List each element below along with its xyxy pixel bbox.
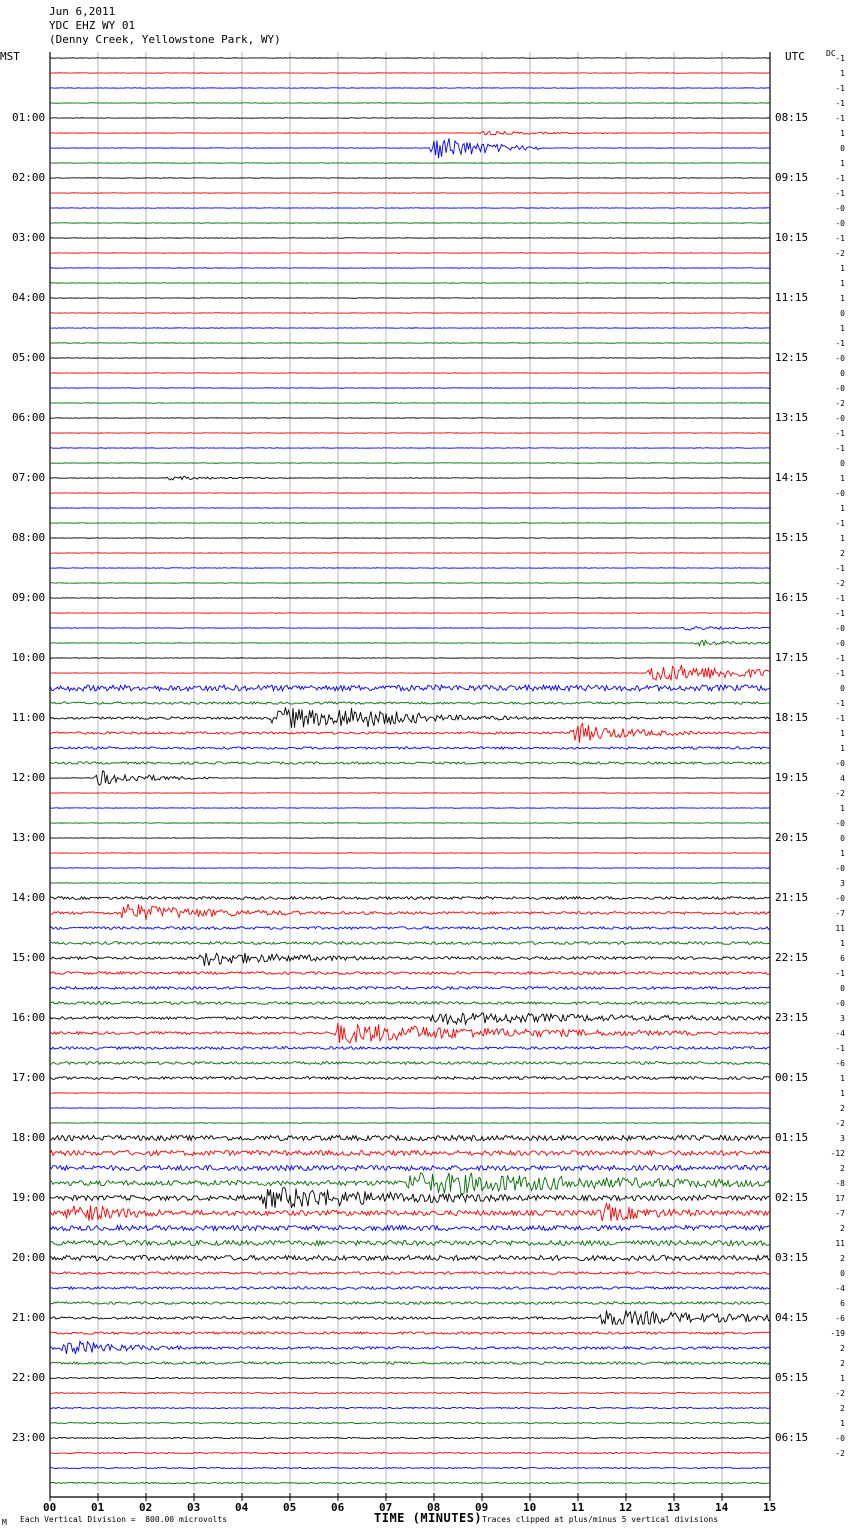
trace-row-86 [50, 1341, 770, 1354]
x-tick-label-12: 12 [619, 1501, 633, 1514]
trace-row-63 [50, 1002, 770, 1005]
mst-label-2000: 20:00 [12, 1251, 46, 1264]
utc-axis-title: UTC [785, 50, 805, 63]
dc-offset-row-65: -4 [835, 1029, 845, 1038]
mst-label-0800: 08:00 [12, 531, 46, 544]
trace-row-69 [50, 1093, 770, 1094]
trace-row-55 [50, 883, 770, 884]
x-tick-label-05: 05 [283, 1501, 297, 1514]
dc-offset-row-87: 2 [840, 1359, 845, 1368]
mst-label-1900: 19:00 [12, 1191, 46, 1204]
trace-row-79 [50, 1240, 770, 1245]
dc-offset-row-30: 1 [840, 504, 845, 513]
dc-offset-row-56: -0 [835, 894, 845, 903]
trace-row-12 [50, 238, 770, 239]
x-tick-label-15: 15 [763, 1501, 777, 1514]
dc-offset-row-76: 17 [835, 1194, 845, 1203]
trace-row-51 [50, 823, 770, 824]
dc-offset-row-84: -6 [835, 1314, 845, 1323]
trace-row-81 [50, 1272, 770, 1275]
trace-row-56 [50, 897, 770, 900]
trace-row-58 [50, 927, 770, 930]
mst-label-1500: 15:00 [12, 951, 46, 964]
trace-row-44 [50, 707, 770, 728]
utc-label-1415: 14:15 [775, 471, 809, 484]
dc-offset-row-81: 0 [840, 1269, 845, 1278]
utc-label-0015: 00:15 [775, 1071, 809, 1084]
trace-row-9 [50, 193, 770, 194]
chart-station: YDC EHZ WY 01 [49, 19, 136, 32]
clip-note: Traces clipped at plus/minus 5 vertical divisions [482, 1515, 719, 1524]
dc-offset-row-42: 0 [840, 684, 845, 693]
dc-offset-row-9: -1 [835, 189, 845, 198]
trace-row-19 [50, 343, 770, 344]
dc-offset-row-18: 1 [840, 324, 845, 333]
x-tick-label-00: 00 [43, 1501, 57, 1514]
x-tick-label-01: 01 [91, 1501, 105, 1514]
dc-offset-row-5: 1 [840, 129, 845, 138]
dc-offset-row-70: 2 [840, 1104, 845, 1113]
dc-offset-row-11: -0 [835, 219, 845, 228]
dc-offset-row-40: -1 [835, 654, 845, 663]
mst-label-1700: 17:00 [12, 1071, 46, 1084]
dc-offset-row-54: -0 [835, 864, 845, 873]
dc-offset-row-50: 1 [840, 804, 845, 813]
dc-offset-row-32: 1 [840, 534, 845, 543]
utc-label-2115: 21:15 [775, 891, 809, 904]
dc-offset-row-71: -2 [835, 1119, 845, 1128]
utc-label-1615: 16:15 [775, 591, 809, 604]
dc-offset-row-23: -2 [835, 399, 845, 408]
dc-offset-row-63: -0 [835, 999, 845, 1008]
dc-offset-row-25: -1 [835, 429, 845, 438]
dc-offset-row-86: 2 [840, 1344, 845, 1353]
trace-row-90 [50, 1407, 770, 1408]
trace-row-83 [50, 1302, 770, 1305]
trace-row-16 [50, 298, 770, 299]
dc-offset-row-39: -0 [835, 639, 845, 648]
x-tick-label-03: 03 [187, 1501, 201, 1514]
dc-offset-row-79: 11 [835, 1239, 845, 1248]
trace-row-1 [50, 73, 770, 74]
trace-row-33 [50, 553, 770, 554]
dc-offset-row-92: -0 [835, 1434, 845, 1443]
x-tick-label-11: 11 [571, 1501, 585, 1514]
trace-row-54 [50, 868, 770, 869]
dc-offset-row-31: -1 [835, 519, 845, 528]
trace-row-84 [50, 1310, 770, 1325]
dc-offset-row-1: 1 [840, 69, 845, 78]
trace-row-28 [50, 476, 770, 480]
dc-offset-row-45: 1 [840, 729, 845, 738]
trace-row-26 [50, 448, 770, 449]
x-tick-label-13: 13 [667, 1501, 681, 1514]
trace-row-67 [50, 1062, 770, 1065]
trace-row-50 [50, 808, 770, 809]
dc-offset-row-47: -0 [835, 759, 845, 768]
dc-offset-row-6: 0 [840, 144, 845, 153]
dc-offset-row-20: -0 [835, 354, 845, 363]
trace-row-76 [50, 1187, 770, 1209]
mst-label-1000: 10:00 [12, 651, 46, 664]
dc-offset-row-82: -4 [835, 1284, 845, 1293]
trace-row-22 [50, 388, 770, 389]
dc-offset-row-58: 11 [835, 924, 845, 933]
trace-row-0 [50, 58, 770, 59]
utc-label-0815: 08:15 [775, 111, 809, 124]
dc-offset-row-27: 0 [840, 459, 845, 468]
dc-offset-row-78: 2 [840, 1224, 845, 1233]
trace-row-89 [50, 1392, 770, 1393]
chart-location: (Denny Creek, Yellowstone Park, WY) [49, 33, 281, 46]
dc-offset-row-17: 0 [840, 309, 845, 318]
dc-offset-row-34: -1 [835, 564, 845, 573]
trace-row-8 [50, 178, 770, 179]
trace-row-41 [50, 665, 770, 680]
mst-label-1800: 18:00 [12, 1131, 46, 1144]
trace-row-82 [50, 1287, 770, 1290]
dc-offset-row-66: -1 [835, 1044, 845, 1053]
trace-row-6 [50, 138, 770, 158]
dc-offset-row-36: -1 [835, 594, 845, 603]
utc-label-1915: 19:15 [775, 771, 809, 784]
dc-offset-row-7: 1 [840, 159, 845, 168]
dc-offset-row-93: -2 [835, 1449, 845, 1458]
trace-row-85 [50, 1332, 770, 1335]
dc-offset-row-43: -1 [835, 699, 845, 708]
dc-offset-row-91: 1 [840, 1419, 845, 1428]
utc-label-1815: 18:15 [775, 711, 809, 724]
trace-row-25 [50, 433, 770, 434]
trace-row-87 [50, 1362, 770, 1365]
trace-row-3 [50, 103, 770, 104]
dc-offset-row-16: 1 [840, 294, 845, 303]
dc-offset-row-38: -0 [835, 624, 845, 633]
dc-offset-row-75: -8 [835, 1179, 845, 1188]
trace-row-61 [50, 972, 770, 975]
trace-row-11 [50, 223, 770, 224]
dc-offset-row-2: -1 [835, 84, 845, 93]
trace-row-47 [50, 762, 770, 764]
trace-row-49 [50, 793, 770, 794]
dc-offset-row-8: -1 [835, 174, 845, 183]
utc-label-0615: 06:15 [775, 1431, 809, 1444]
dc-offset-row-88: 1 [840, 1374, 845, 1383]
x-axis-label: TIME (MINUTES) [374, 1511, 483, 1525]
utc-label-1515: 15:15 [775, 531, 809, 544]
trace-row-2 [50, 88, 770, 89]
mst-label-0700: 07:00 [12, 471, 46, 484]
chart-date: Jun 6,2011 [49, 5, 116, 18]
trace-row-59 [50, 942, 770, 945]
x-tick-label-14: 14 [715, 1501, 729, 1514]
trace-row-42 [50, 685, 770, 691]
vertical-division-note: Each Vertical Division = 800.00 microvolts [20, 1515, 228, 1524]
utc-label-1215: 12:15 [775, 351, 809, 364]
trace-row-73 [50, 1150, 770, 1155]
trace-row-95 [50, 1482, 770, 1483]
utc-label-2315: 23:15 [775, 1011, 809, 1024]
dc-offset-row-26: -1 [835, 444, 845, 453]
dc-offset-row-19: -1 [835, 339, 845, 348]
dc-offset-row-80: 2 [840, 1254, 845, 1263]
dc-offset-row-72: 3 [840, 1134, 845, 1143]
trace-row-38 [50, 627, 770, 630]
mst-label-1100: 11:00 [12, 711, 46, 724]
trace-row-93 [50, 1452, 770, 1453]
trace-row-64 [50, 1013, 770, 1025]
trace-row-62 [50, 987, 770, 990]
trace-row-43 [50, 702, 770, 704]
dc-offset-row-77: -7 [835, 1209, 845, 1218]
dc-offset-row-29: -0 [835, 489, 845, 498]
trace-row-21 [50, 373, 770, 374]
dc-offset-row-90: 2 [840, 1404, 845, 1413]
dc-offset-row-59: 1 [840, 939, 845, 948]
mst-label-0600: 06:00 [12, 411, 46, 424]
trace-row-39 [50, 640, 770, 645]
x-tick-label-07: 07 [379, 1501, 393, 1514]
trace-row-37 [50, 613, 770, 614]
dc-offset-row-73: -12 [830, 1149, 845, 1158]
x-tick-label-04: 04 [235, 1501, 249, 1514]
dc-offset-row-57: -7 [835, 909, 845, 918]
dc-offset-row-24: -0 [835, 414, 845, 423]
mst-label-0900: 09:00 [12, 591, 46, 604]
dc-offset-row-60: 6 [840, 954, 845, 963]
trace-row-24 [50, 418, 770, 419]
x-tick-label-09: 09 [475, 1501, 489, 1514]
utc-label-0315: 03:15 [775, 1251, 809, 1264]
dc-offset-row-10: -0 [835, 204, 845, 213]
mst-label-0200: 02:00 [12, 171, 46, 184]
utc-label-1115: 11:15 [775, 291, 809, 304]
mst-label-2200: 22:00 [12, 1371, 46, 1384]
mst-label-0500: 05:00 [12, 351, 46, 364]
trace-row-15 [50, 283, 770, 284]
mst-axis-title: MST [0, 50, 20, 63]
dc-offset-row-3: -1 [835, 99, 845, 108]
x-tick-label-06: 06 [331, 1501, 345, 1514]
mst-label-0300: 03:00 [12, 231, 46, 244]
trace-row-68 [50, 1077, 770, 1080]
trace-row-57 [50, 904, 770, 920]
dc-offset-row-12: -1 [835, 234, 845, 243]
dc-offset-row-52: 0 [840, 834, 845, 843]
utc-label-1015: 10:15 [775, 231, 809, 244]
trace-row-10 [50, 208, 770, 209]
mst-label-2100: 21:00 [12, 1311, 46, 1324]
dc-offset-row-22: -0 [835, 384, 845, 393]
trace-row-34 [50, 568, 770, 569]
trace-row-35 [50, 583, 770, 584]
trace-row-65 [50, 1023, 770, 1043]
footer-mark: M [2, 1518, 7, 1527]
trace-row-4 [50, 118, 770, 119]
trace-row-94 [50, 1467, 770, 1468]
trace-row-7 [50, 163, 770, 164]
dc-offset-row-61: -1 [835, 969, 845, 978]
dc-offset-row-74: 2 [840, 1164, 845, 1173]
mst-label-1300: 13:00 [12, 831, 46, 844]
trace-row-91 [50, 1422, 770, 1423]
dc-offset-row-15: 1 [840, 279, 845, 288]
trace-row-88 [50, 1377, 770, 1378]
dc-offset-row-89: -2 [835, 1389, 845, 1398]
x-tick-label-10: 10 [523, 1501, 537, 1514]
trace-row-45 [50, 724, 770, 743]
trace-row-40 [50, 658, 770, 659]
dc-offset-row-67: -6 [835, 1059, 845, 1068]
dc-offset-row-28: 1 [840, 474, 845, 483]
trace-row-48 [50, 771, 770, 785]
dc-offset-row-33: 2 [840, 549, 845, 558]
trace-row-66 [50, 1047, 770, 1050]
trace-row-74 [50, 1165, 770, 1170]
dc-offset-row-44: -1 [835, 714, 845, 723]
dc-column-title: DC [826, 49, 836, 58]
trace-row-71 [50, 1123, 770, 1124]
trace-row-20 [50, 358, 770, 359]
trace-row-92 [50, 1437, 770, 1438]
dc-offset-row-83: 6 [840, 1299, 845, 1308]
utc-label-0915: 09:15 [775, 171, 809, 184]
mst-label-1400: 14:00 [12, 891, 46, 904]
trace-row-75 [50, 1173, 770, 1194]
dc-offset-row-62: 0 [840, 984, 845, 993]
utc-label-0515: 05:15 [775, 1371, 809, 1384]
mst-label-1200: 12:00 [12, 771, 46, 784]
trace-row-5 [50, 131, 770, 135]
dc-offset-row-0: -1 [835, 54, 845, 63]
dc-offset-row-49: -2 [835, 789, 845, 798]
dc-offset-row-64: 3 [840, 1014, 845, 1023]
mst-label-2300: 23:00 [12, 1431, 46, 1444]
dc-offset-row-85: -19 [830, 1329, 845, 1338]
dc-offset-row-55: 3 [840, 879, 845, 888]
trace-row-32 [50, 538, 770, 539]
dc-offset-row-69: 1 [840, 1089, 845, 1098]
trace-row-72 [50, 1135, 770, 1140]
trace-row-23 [50, 403, 770, 404]
dc-offset-row-51: -0 [835, 819, 845, 828]
trace-row-80 [50, 1255, 770, 1260]
trace-row-46 [50, 747, 770, 749]
dc-offset-row-48: 4 [840, 774, 845, 783]
dc-offset-row-37: -1 [835, 609, 845, 618]
dc-offset-row-41: -1 [835, 669, 845, 678]
trace-row-53 [50, 853, 770, 854]
dc-offset-row-35: -2 [835, 579, 845, 588]
trace-row-78 [50, 1225, 770, 1230]
trace-row-31 [50, 523, 770, 524]
trace-row-70 [50, 1108, 770, 1109]
trace-row-17 [50, 313, 770, 314]
utc-label-1715: 17:15 [775, 651, 809, 664]
utc-label-1315: 13:15 [775, 411, 809, 424]
utc-label-2215: 22:15 [775, 951, 809, 964]
trace-row-77 [50, 1204, 770, 1221]
x-tick-label-08: 08 [427, 1501, 441, 1514]
trace-row-18 [50, 328, 770, 329]
x-tick-label-02: 02 [139, 1501, 153, 1514]
trace-row-29 [50, 493, 770, 494]
dc-offset-row-21: 0 [840, 369, 845, 378]
dc-offset-row-14: 1 [840, 264, 845, 273]
trace-row-60 [50, 953, 770, 966]
trace-row-27 [50, 463, 770, 464]
trace-row-13 [50, 253, 770, 254]
utc-label-0115: 01:15 [775, 1131, 809, 1144]
mst-label-0400: 04:00 [12, 291, 46, 304]
mst-label-0100: 01:00 [12, 111, 46, 124]
dc-offset-row-46: 1 [840, 744, 845, 753]
dc-offset-row-68: 1 [840, 1074, 845, 1083]
mst-label-1600: 16:00 [12, 1011, 46, 1024]
dc-offset-row-13: -2 [835, 249, 845, 258]
dc-offset-row-4: -1 [835, 114, 845, 123]
utc-label-0215: 02:15 [775, 1191, 809, 1204]
trace-row-36 [50, 598, 770, 599]
dc-offset-row-53: 1 [840, 849, 845, 858]
utc-label-2015: 20:15 [775, 831, 809, 844]
utc-label-0415: 04:15 [775, 1311, 809, 1324]
